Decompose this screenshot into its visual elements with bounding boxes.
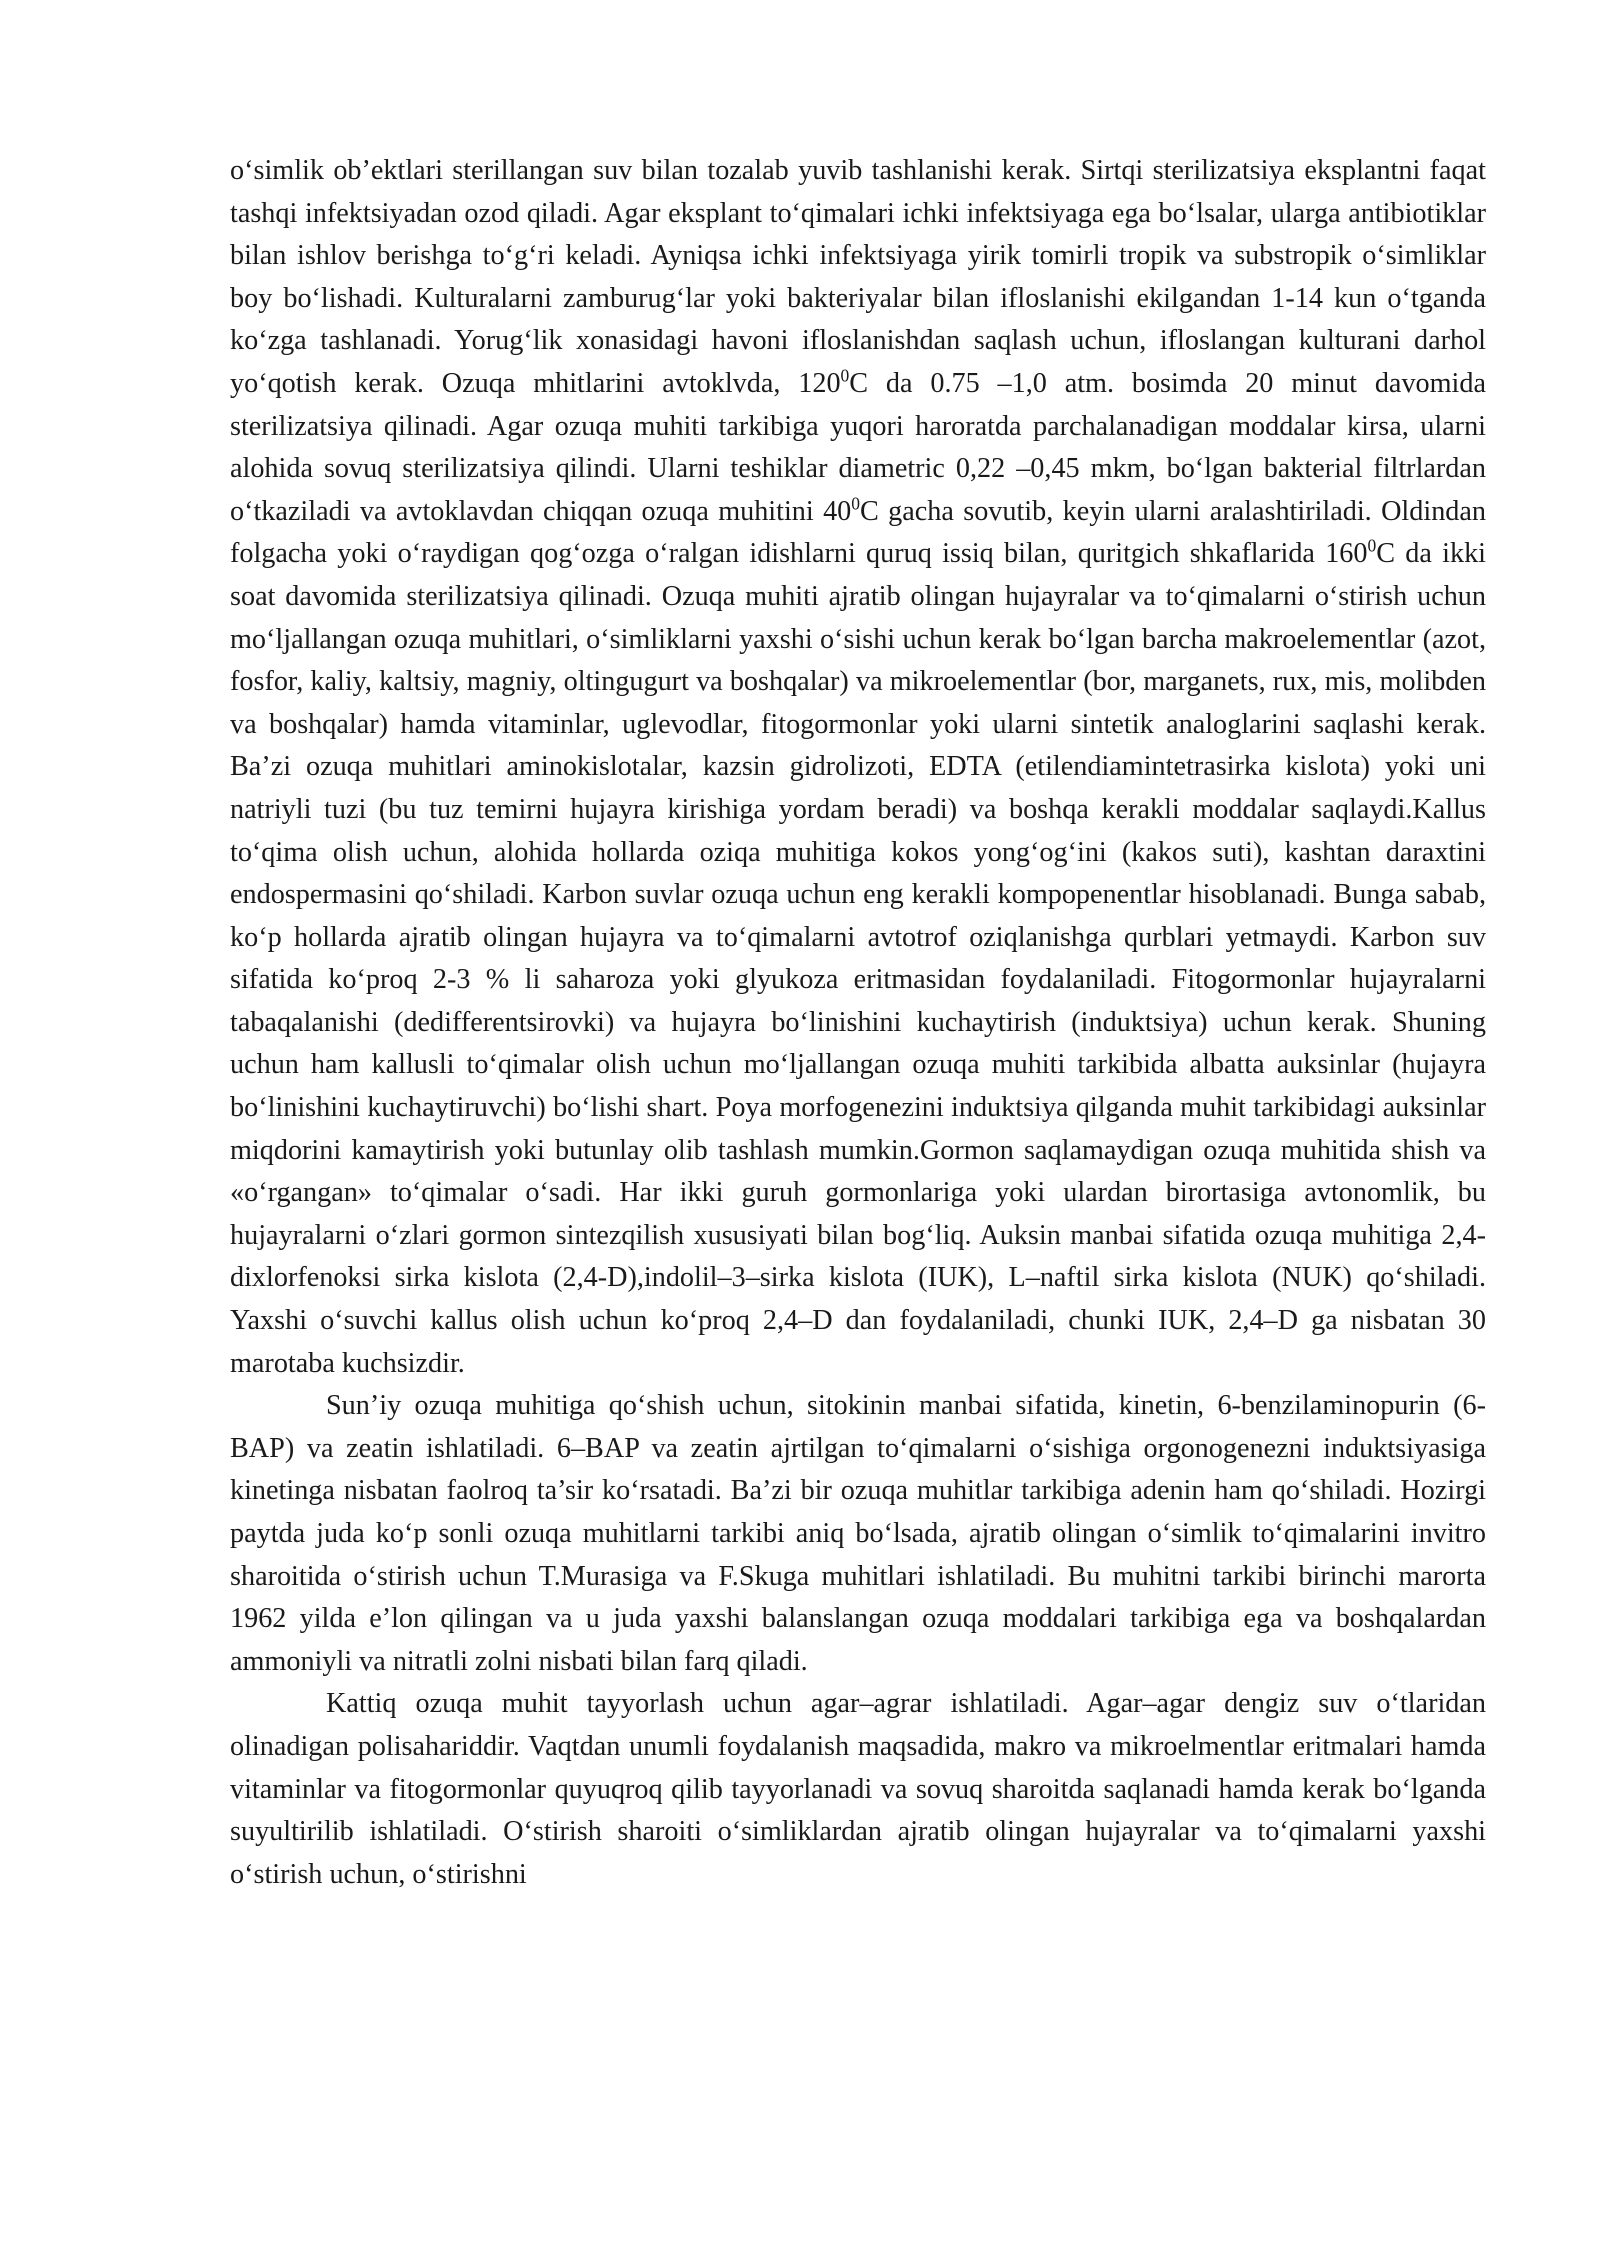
paragraph-cytokinins: Sun’iy ozuqa muhitiga qo‘shish uchun, sitokinin manbai sifatida, kinetin, 6-benzilaminopurin (6-BAP) va zeatin ishlatiladi. 6–BAP va zeatin ajrtilgan to‘qimalarni o‘sishiga orgonogenezni induktsiyasiga kinetinga nisbatan faolroq ta’sir ko‘rsatadi. Ba’zi bir ozuqa muhitlar tarkibiga adenin ham qo‘shiladi. Hozirgi paytda juda ko‘p sonli ozuqa muhitlarni tarkibi aniq bo‘lsada, ajratib olingan o‘simlik to‘qimalarini invitro sharoitida o‘stirish uchun T.Murasiga va F.Skuga muhitlari ishlatiladi. Bu muhitni tarkibi birinchi marorta 1962 yilda e’lon qilingan va u juda yaxshi balanslangan ozuqa moddalari tarkibiga ega va boshqalardan ammoniyli va nitratli zolni nisbati bilan farq qiladi. <box>230 1390 1486 1677</box>
paragraph-sterilization <box>230 150 1486 1385</box>
degree-superscript: 0 <box>1367 535 1377 556</box>
document-page <box>230 150 1486 1896</box>
paragraph-text: C da 0.75 –1,0 atm. bosimda 20 minut davomida sterilizatsiya qilinadi. Agar ozuqa muhiti tarkibiga yuqori haroratda parchalanadigan moddalar kirsa, ularni alohida sovuq sterilizatsiya qilindi. Ularni teshiklar diametric 0,22 –0,45 mkm, bo‘lgan bakterial filtrlardan o‘tkaziladi va avtoklavdan chiqqan ozuqa muhitini 40 <box>230 367 1486 527</box>
paragraph-solid-medium: Kattiq ozuqa muhit tayyorlash uchun agar–agrar ishlatiladi. Agar–agar dengiz suv o‘tlaridan olinadigan polisahariddir. Vaqtdan unumli foydalanish maqsadida, makro va mikroelmentlar eritmalari hamda vitaminlar va fitogormonlar quyuqroq qilib tayyorlanadi va sovuq sharoitda saqlanadi hamda kerak bo‘lganda suyultirilib ishlatiladi. O‘stirish sharoiti o‘simliklardan ajratib olingan hujayralar va to‘qimalarni yaxshi o‘stirish uchun, o‘stirishni <box>230 1688 1486 1890</box>
paragraph-text: o‘simlik ob’ektlari sterillangan suv bilan tozalab yuvib tashlanishi kerak. Sirtqi sterilizatsiya eksplantni faqat tashqi infektsiyadan ozod qiladi. Agar eksplant to‘qimalari ichki infektsiyaga ega bo‘lsalar, ularga antibiotiklar bilan ishlov berishga to‘g‘ri keladi. Ayniqsa ichki infektsiyaga yirik tomirli tropik va substropik o‘simliklar boy bo‘lishadi. Kulturalarni zamburug‘lar yoki bakteriyalar bilan ifloslanishi ekilgandan 1-14 kun o‘tganda ko‘zga tashlanadi. Yorug‘lik xonasidagi havoni ifloslanishdan saqlash uchun, ifloslangan kulturani darhol yo‘qotish kerak. Ozuqa mhitlarini avtoklvda, 120 <box>230 155 1486 399</box>
paragraph-text: C gacha sovutib, keyin ularni aralashtiriladi. Oldindan folgacha yoki o‘raydigan qog‘ozga o‘ralgan idishlarni quruq issiq bilan, quritgich shkaflarida 160 <box>230 495 1486 570</box>
paragraph-text: C da ikki soat davomida sterilizatsiya qilinadi. Ozuqa muhiti ajratib olingan hujayralar va to‘qimalarni o‘stirish uchun mo‘ljallangan ozuqa muhitlari, o‘simliklarni yaxshi o‘sishi uchun kerak bo‘lgan barcha makroelementlar (azot, fosfor, kaliy, kaltsiy, magniy, oltingugurt va boshqalar) va mikroelementlar (bor, marganets, rux, mis, molibden va boshqalar) hamda vitaminlar, uglevodlar, fitogormonlar yoki ularni sintetik analoglarini saqlashi kerak. Ba’zi ozuqa muhitlari aminokislotalar, kazsin gidrolizoti, EDTA (etilendiamintetrasirka kislota) yoki uni natriyli tuzi (bu tuz temirni hujayra kirishiga yordam beradi) va boshqa kerakli moddalar saqlaydi.Kallus to‘qima olish uchun, alohida hollarda oziqa muhitiga kokos yong‘og‘ini (kakos suti), kashtan daraxtini endospermasini qo‘shiladi. Karbon suvlar ozuqa uchun eng kerakli kompopenentlar hisoblanadi. Bunga sabab, ko‘p hollarda ajratib olingan hujayra va to‘qimalarni avtotrof oziqlanishga qurblari yetmaydi. Karbon suv sifatida ko‘proq 2-3 % li saharoza yoki glyukoza eritmasidan foydalaniladi. Fitogormonlar hujayralarni tabaqalanishi (dedifferentsirovki) va hujayra bo‘linishini kuchaytirish (induktsiya) uchun kerak. Shuning uchun ham kallusli to‘qimalar olish uchun mo‘ljallangan ozuqa muhiti tarkibida albatta auksinlar (hujayra bo‘linishini kuchaytiruvchi) bo‘lishi shart. Poya morfogenezini induktsiya qilganda muhit tarkibidagi auksinlar miqdorini kamaytirish yoki butunlay olib tashlash mumkin.Gormon saqlamaydigan ozuqa muhitida shish va «o‘rgangan» to‘qimalar o‘sadi. Har ikki guruh gormonlariga yoki ulardan birortasiga avtonomlik, bu hujayralarni o‘zlari gormon sintezqilish xususiyati bilan bog‘liq. Auksin manbai sifatida ozuqa muhitiga 2,4-dixlorfenoksi sirka kislota (2,4-D),indolil–3–sirka kislota (IUK), L–naftil sirka kislota (NUK) qo‘shiladi. Yaxshi o‘suvchi kallus olish uchun ko‘proq 2,4–D dan foydalaniladi, chunki IUK, 2,4–D ga nisbatan 30 marotaba kuchsizdir. <box>230 538 1486 1379</box>
degree-superscript: 0 <box>851 493 860 514</box>
degree-superscript: 0 <box>840 365 850 386</box>
